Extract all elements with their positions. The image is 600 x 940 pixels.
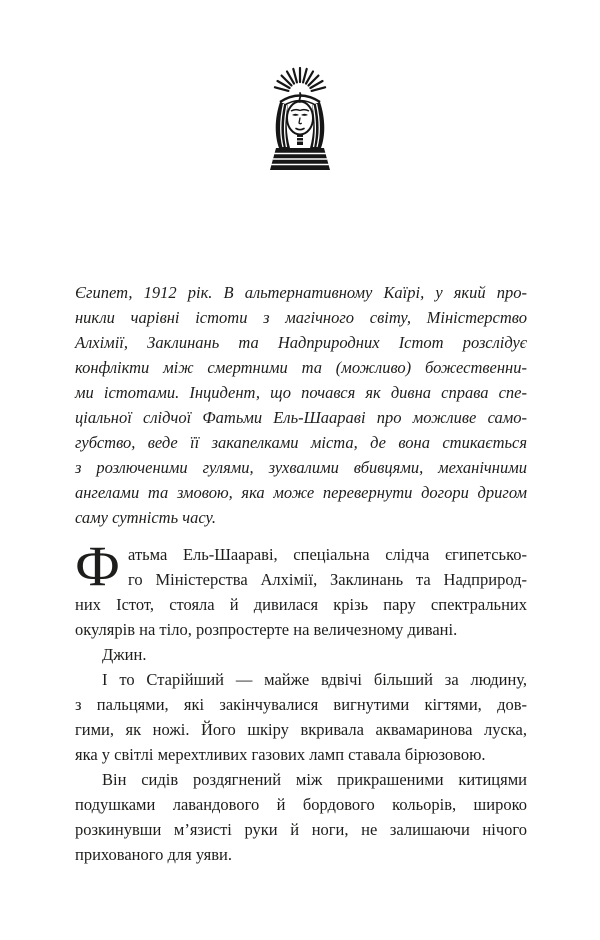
chapter-body-text: [75, 535, 527, 867]
text-line: саму сутність часу.: [75, 508, 216, 527]
text-line: з пальцями, які закінчувалися вигнутими кігтями, дов-: [75, 695, 527, 714]
paragraph-opening: [75, 535, 527, 642]
text-line: розкинувши м’язисті руки й ноги, не залишаючи нічого: [75, 820, 527, 839]
paragraph-pose: [75, 767, 527, 867]
text-line: Джин.: [102, 645, 147, 664]
text-line: никли чарівні істоти з магічного світу, Міністерство: [75, 308, 527, 327]
text-line: окулярів на тіло, розпростерте на величезному дивані.: [75, 620, 458, 639]
text-line: Єгипет, 1912 рік. В альтернативному Каїрі, у який про-: [75, 283, 527, 302]
text-line: Алхімії, Заклинань та Надприродних Істот розслідує: [75, 333, 527, 352]
synopsis-paragraph: [75, 280, 527, 530]
text-line: конфлікти між смертними та (можливо) божественни-: [75, 358, 527, 377]
text-line: ціальної слідчої Фатьми Ель-Шаараві про можливе само-: [75, 408, 527, 427]
text-line: го Міністерства Алхімії, Заклинань та Надприрод-: [128, 570, 527, 589]
text-line: подушками лавандового й бордового кольорів, широко: [75, 795, 527, 814]
paragraph-djinn: [75, 642, 527, 667]
paragraph-elder: [75, 667, 527, 767]
text-line: атьма Ель-Шаараві, спеціальна слідча єгипетсько-: [128, 545, 527, 564]
drop-cap: Ф: [75, 535, 121, 598]
text-line: гими, як ножі. Його шкіру вкривала аквамаринова луска,: [75, 720, 527, 739]
text-line: яка у світлі мерехтливих газових ламп ставала бірюзовою.: [75, 745, 486, 764]
chapter-emblem: [0, 62, 600, 174]
text-line: І то Старійший — майже вдвічі більший за людину,: [102, 670, 527, 689]
text-line: ангелами та змовою, яка може перевернути догори дригом: [75, 483, 527, 502]
text-line: прихованого для уяви.: [75, 845, 233, 864]
text-line: з розлюченими гулями, зухвалими вбивцями, механічними: [75, 458, 527, 477]
text-line: Він сидів роздягнений між прикрашеними китицями: [102, 770, 527, 789]
text-line: ми істотами. Інцидент, що почався як дивна справа спе-: [75, 383, 527, 402]
text-line: них Істот, стояла й дивилася крізь пару спектральних: [75, 595, 527, 614]
pharaoh-mask-icon: [242, 62, 358, 174]
text-line: губство, веде її закапелками міста, де вона стикається: [75, 433, 527, 452]
